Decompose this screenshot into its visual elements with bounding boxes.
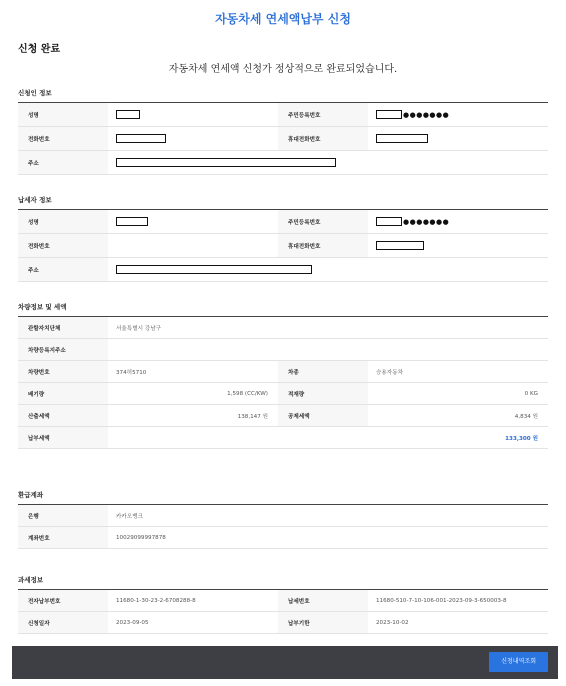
masked-address (116, 158, 336, 167)
taxpayer-section (18, 195, 548, 282)
type-label: 차종 (278, 361, 368, 383)
rrn-dots: ●●●●●●● (403, 110, 450, 119)
table-row (18, 151, 548, 175)
table-row (18, 383, 548, 405)
refund-table (18, 504, 548, 549)
load-label: 적재량 (278, 383, 368, 405)
plate-label: 차량번호 (18, 361, 108, 383)
calc-tax-label: 산출세액 (18, 405, 108, 427)
type-value: 승용자동차 (368, 361, 548, 383)
pay-tax-value: 133,300 원 (108, 427, 548, 449)
apply-date-value: 2023-09-05 (108, 612, 278, 634)
mobile-label: 휴대전화번호 (278, 234, 368, 258)
calc-tax-value: 138,147 원 (108, 405, 278, 427)
taxpayer-table (18, 209, 548, 282)
vehicle-table (18, 316, 548, 449)
plate-value: 374허5710 (108, 361, 278, 383)
account-value: 10029099997878 (108, 527, 548, 549)
bottom-action-bar (12, 646, 558, 679)
refund-section (18, 490, 548, 549)
table-row (18, 612, 548, 634)
table-row (18, 339, 548, 361)
complete-message: 자동차세 연세액 신청가 정상적으로 완료되었습니다. (168, 64, 398, 75)
table-row (18, 317, 548, 339)
table-row (18, 361, 548, 383)
rrn-label: 주민등록번호 (278, 210, 368, 234)
masked-mobile (376, 134, 428, 143)
bank-label: 은행 (18, 505, 108, 527)
deduction-value: 4,834 원 (368, 405, 548, 427)
table-row (18, 234, 548, 258)
load-value: 0 KG (368, 383, 548, 405)
table-row (18, 210, 548, 234)
displacement-label: 배기량 (18, 383, 108, 405)
phone-label: 전화번호 (18, 234, 108, 258)
table-row (18, 527, 548, 549)
authority-label: 관할자치단체 (18, 317, 108, 339)
vehicle-section (18, 302, 548, 449)
table-row (18, 590, 548, 612)
masked-name (116, 217, 148, 226)
reg-address-label: 차량등록지주소 (18, 339, 108, 361)
masked-phone (116, 134, 166, 143)
table-row (18, 427, 548, 449)
tax-info-table (18, 589, 548, 634)
vehicle-section-title: 차량정보 및 세액 (18, 303, 67, 311)
refund-section-title: 환급계좌 (18, 491, 44, 499)
name-label: 성명 (18, 103, 108, 127)
account-label: 계좌번호 (18, 527, 108, 549)
displacement-value: 1,598 (CC/KW) (108, 383, 278, 405)
table-row (18, 258, 548, 282)
address-label: 주소 (18, 258, 108, 282)
name-label: 성명 (18, 210, 108, 234)
table-row (18, 127, 548, 151)
phone-label: 전화번호 (18, 127, 108, 151)
masked-mobile (376, 241, 424, 250)
masked-rrn (376, 110, 402, 119)
applicant-table (18, 102, 548, 175)
mobile-label: 휴대전화번호 (278, 127, 368, 151)
masked-name (116, 110, 140, 119)
taxpayer-section-title: 납세자 정보 (18, 196, 52, 204)
tax-info-section (18, 575, 548, 634)
pay-tax-label: 납부세액 (18, 427, 108, 449)
due-value: 2023-10-02 (368, 612, 548, 634)
address-label: 주소 (18, 151, 108, 175)
masked-address (116, 265, 312, 274)
tax-no-label: 납세번호 (278, 590, 368, 612)
tax-info-section-title: 과세정보 (18, 576, 44, 584)
applicant-section (18, 88, 548, 175)
table-row (18, 103, 548, 127)
tax-no-value: 11680-510-7-10-106-001-2023-09-3-650003-8 (368, 590, 548, 612)
apply-date-label: 신청일자 (18, 612, 108, 634)
complete-heading: 신청 완료 (18, 44, 61, 55)
view-application-history-button[interactable]: 신청내역조회 (489, 652, 548, 672)
bank-value: 카카오뱅크 (108, 505, 548, 527)
authority-value: 서울특별시 강남구 (108, 317, 548, 339)
table-row (18, 405, 548, 427)
e-pay-value: 11680-1-30-23-2-6708288-8 (108, 590, 278, 612)
due-label: 납부기한 (278, 612, 368, 634)
deduction-label: 공제세액 (278, 405, 368, 427)
rrn-label: 주민등록번호 (278, 103, 368, 127)
e-pay-label: 전자납부번호 (18, 590, 108, 612)
table-row (18, 505, 548, 527)
applicant-section-title: 신청인 정보 (18, 89, 52, 97)
rrn-dots: ●●●●●●● (403, 217, 450, 226)
masked-rrn (376, 217, 402, 226)
page-title: 자동차세 연세액납부 신청 (215, 12, 351, 26)
